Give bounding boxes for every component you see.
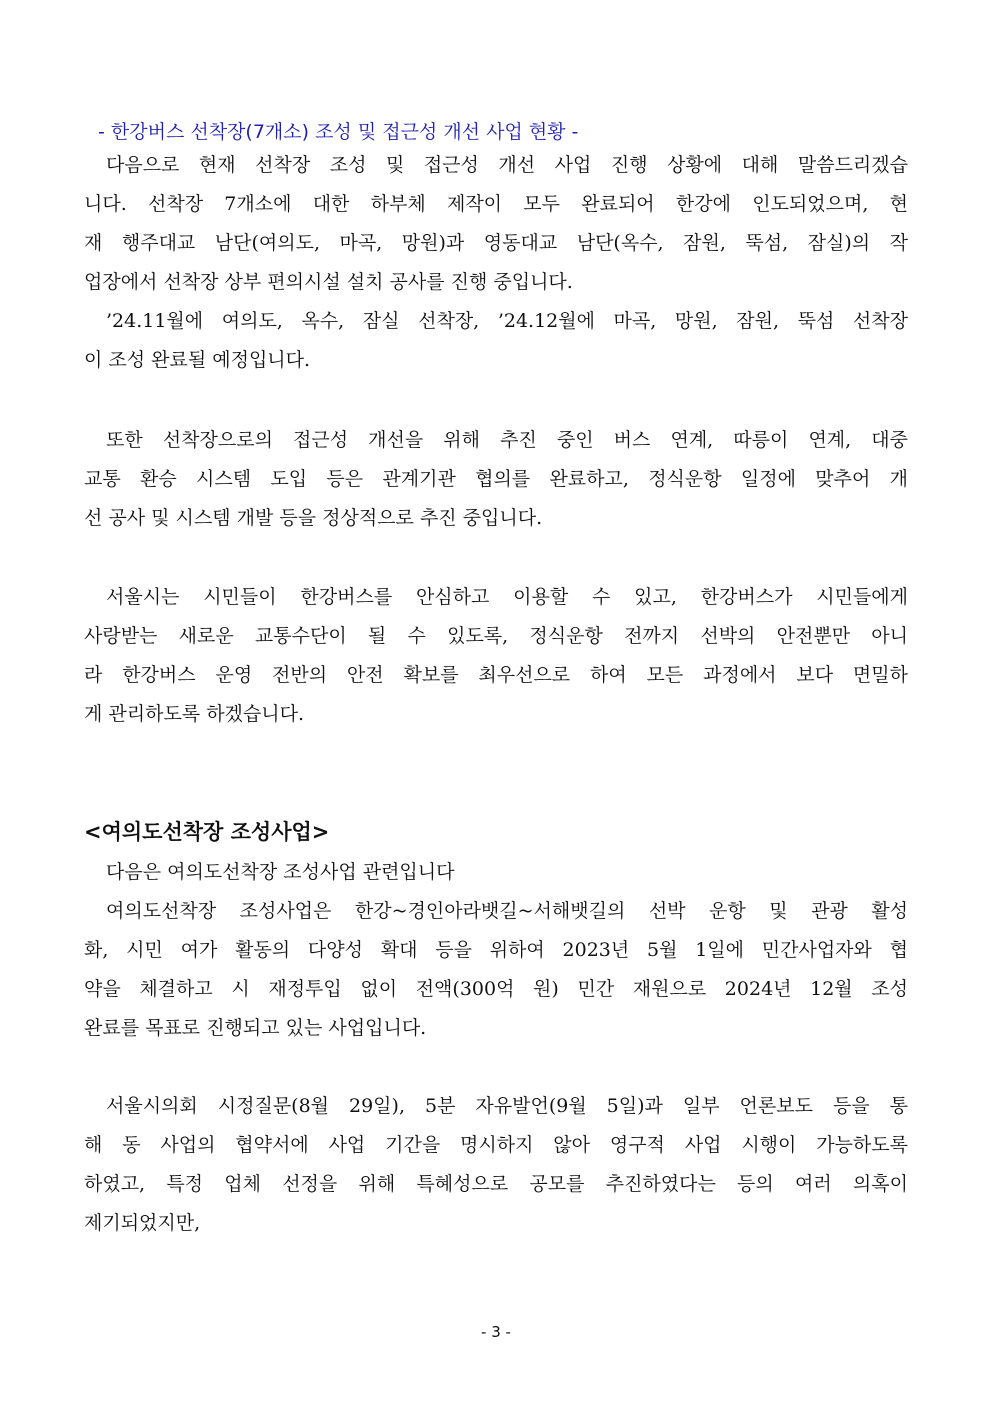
paragraph bbox=[84, 578, 908, 734]
text-line: 다음은 여의도선착장 조성사업 관련입니다 bbox=[106, 861, 455, 883]
paragraph bbox=[84, 853, 908, 892]
text-line: 업장에서 선착장 상부 편의시설 설치 공사를 진행 중입니다. bbox=[84, 271, 573, 293]
text-line: 제기되었지만, bbox=[84, 1212, 201, 1234]
text-line: 게 관리하도록 하겠습니다. bbox=[84, 703, 305, 725]
section-heading: <여의도선착장 조성사업> bbox=[84, 820, 330, 844]
paragraph bbox=[84, 1087, 908, 1243]
text-line: 교통 환승 시스템 도입 등은 관계기관 협의를 완료하고, 정식운항 일정에 맞추어 개 bbox=[84, 468, 908, 490]
text-line: 약을 체결하고 시 재정투입 없이 전액(300억 원) 민간 재원으로 2024년 12월 조성 bbox=[84, 978, 908, 1000]
page-number: - 3 - bbox=[481, 1323, 511, 1341]
paragraph bbox=[84, 302, 908, 380]
text-line: 재 행주대교 남단(여의도, 마곡, 망원)과 영동대교 남단(옥수, 잠원, 뚝섬, 잠실)의 작 bbox=[84, 232, 908, 254]
text-line: 또한 선착장으로의 접근성 개선을 위해 추진 중인 버스 연계, 따릉이 연계, 대중 bbox=[106, 429, 908, 451]
text-line: 완료를 목표로 진행되고 있는 사업입니다. bbox=[84, 1017, 427, 1039]
text-line: 해 동 사업의 협약서에 사업 기간을 명시하지 않아 영구적 사업 시행이 가능하도록 bbox=[84, 1134, 908, 1156]
paragraph bbox=[84, 892, 908, 1048]
section-subtitle: - 한강버스 선착장(7개소) 조성 및 접근성 개선 사업 현황 - bbox=[98, 121, 579, 143]
text-line: 서울시의회 시정질문(8월 29일), 5분 자유발언(9월 5일)과 일부 언론보도 등을 통 bbox=[106, 1095, 908, 1117]
text-line: 사랑받는 새로운 교통수단이 될 수 있도록, 정식운항 전까지 선박의 안전뿐만 아니 bbox=[84, 625, 908, 647]
text-line: 다음으로 현재 선착장 조성 및 접근성 개선 사업 진행 상황에 대해 말씀드리겠습 bbox=[106, 154, 908, 176]
text-line: 하였고, 특정 업체 선정을 위해 특혜성으로 공모를 추진하였다는 등의 여러 의혹이 bbox=[84, 1173, 908, 1195]
text-line: 여의도선착장 조성사업은 한강~경인아라뱃길~서해뱃길의 선박 운항 및 관광 활성 bbox=[106, 900, 908, 922]
text-line: 이 조성 완료될 예정입니다. bbox=[84, 349, 311, 371]
text-line: ’24.11월에 여의도, 옥수, 잠실 선착장, ’24.12월에 마곡, 망원, 잠원, 뚝섬 선착장 bbox=[106, 310, 908, 332]
text-line: 선 공사 및 시스템 개발 등을 정상적으로 추진 중입니다. bbox=[84, 507, 543, 529]
paragraph bbox=[84, 421, 908, 538]
text-line: 니다. 선착장 7개소에 대한 하부체 제작이 모두 완료되어 한강에 인도되었으며, 현 bbox=[84, 193, 908, 215]
text-line: 라 한강버스 운영 전반의 안전 확보를 최우선으로 하여 모든 과정에서 보다 면밀하 bbox=[84, 664, 908, 686]
paragraph bbox=[84, 146, 908, 302]
text-line: 화, 시민 여가 활동의 다양성 확대 등을 위하여 2023년 5월 1일에 민간사업자와 협 bbox=[84, 939, 908, 961]
text-line: 서울시는 시민들이 한강버스를 안심하고 이용할 수 있고, 한강버스가 시민들에게 bbox=[106, 586, 908, 608]
